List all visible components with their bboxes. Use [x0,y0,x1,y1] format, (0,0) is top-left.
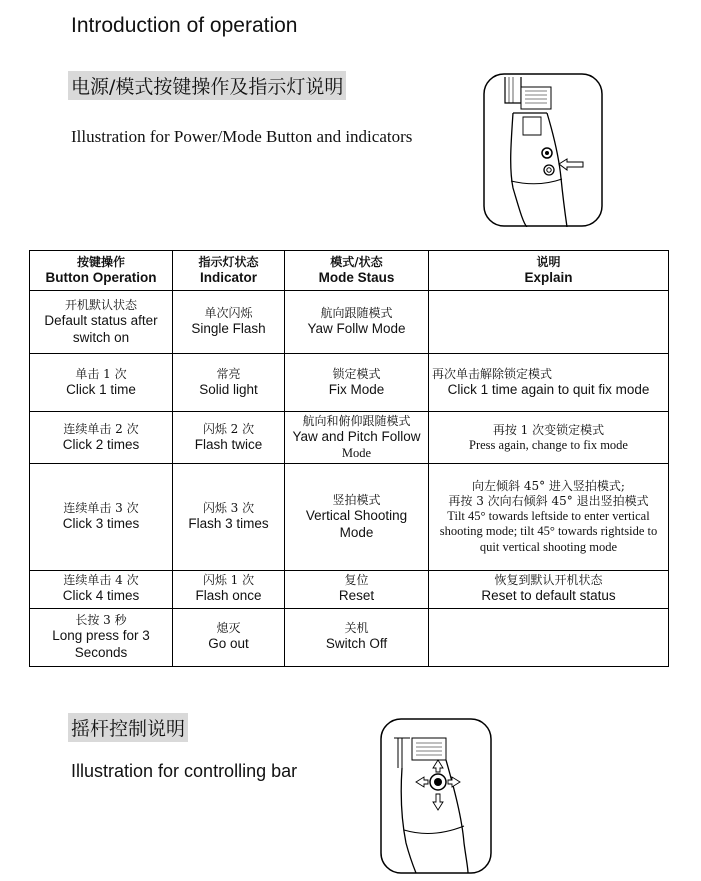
header-en: Mode Staus [318,269,395,285]
cell-zh-continued: 再按 3 次向右倾斜 45° 退出竖拍模式 [448,493,649,508]
page-title: Introduction of operation [71,14,298,37]
cell-en: Default status after switch on [44,312,158,345]
cell-en: Click 3 times [62,516,140,532]
section2-heading-en: Illustration for controlling bar [71,761,298,781]
cell-zh: 连续单击 4 次 [63,573,139,588]
table-row [30,608,669,666]
cell-en: Click 1 time [66,381,136,397]
cell-en: Vertical Shooting Mode [305,507,408,540]
cell-zh: 航向和俯仰跟随模式 [302,414,411,429]
cell-en: Flash once [195,588,262,604]
mode-cell [285,608,429,666]
button-operation-cell [30,608,173,666]
indicator-cell [173,608,285,666]
cell-zh: 长按 3 秒 [75,613,127,628]
cell-zh: 复位 [344,573,369,588]
gimbal-handle-button-illustration-icon [483,73,603,227]
indicator-cell [173,464,285,570]
cell-zh: 熄灭 [216,621,241,636]
button-operation-cell [30,412,173,464]
cell-en: Flash twice [194,436,263,452]
cell-zh: 关机 [344,621,369,636]
indicator-cell [173,291,285,354]
indicator-cell [173,570,285,608]
cell-en: Switch Off [325,636,388,652]
cell-zh: 闪烁 1 次 [202,573,255,588]
cell-en: Reset to default status [481,588,616,604]
button-operation-cell [30,354,173,412]
cell-zh: 恢复到默认开机状态 [494,573,603,588]
indicator-cell [173,412,285,464]
table-header-cell [30,251,173,291]
cell-zh: 航向跟随模式 [320,306,393,321]
cell-zh: 再按 1 次变锁定模式 [492,422,605,437]
section1-heading-zh: 电源/模式按键操作及指示灯说明 [68,71,346,100]
table-row [30,291,669,354]
explain-cell [429,608,669,666]
button-operation-cell [30,570,173,608]
header-en: Explain [524,269,573,285]
cell-en: Click 1 time again to quit fix mode [447,381,650,397]
section2-heading-zh: 摇杆控制说明 [68,713,188,742]
explain-cell [429,464,669,570]
table-header-row [30,251,669,291]
cell-en: Go out [208,636,249,652]
cell-en: Yaw Follw Mode [307,321,406,337]
cell-en: Tilt 45° towards leftside to enter vertical shooting mode; tilt 45° towards rightside to quit vertical shooting mode [439,508,658,554]
header-zh: 模式/状态 [330,254,383,269]
table-row [30,570,669,608]
header-en: Indicator [199,269,257,285]
table-row [30,412,669,464]
table-header-cell [285,251,429,291]
cell-en: Flash 3 times [188,516,269,532]
cell-zh: 连续单击 2 次 [63,421,139,436]
cell-en-continued: Mode [341,446,372,461]
gimbal-joystick-illustration-icon [380,718,492,874]
cell-zh: 单击 1 次 [75,366,127,381]
mode-cell [285,570,429,608]
indicator-cell [173,354,285,412]
cell-en: Yaw and Pitch Follow [292,429,421,445]
table-header-cell [173,251,285,291]
cell-zh: 开机默认状态 [64,297,137,312]
operation-table [29,250,669,667]
cell-zh: 再次单击解除锁定模式 [432,366,553,381]
cell-zh: 单次闪烁 [204,306,253,321]
button-operation-cell [30,464,173,570]
header-zh: 按键操作 [76,254,125,269]
cell-en: Click 4 times [62,588,140,604]
cell-zh: 向左倾斜 45° 进入竖拍模式; [472,478,625,493]
explain-cell [429,412,669,464]
cell-en: Long press for 3 Seconds [52,628,150,660]
cell-en: Solid light [199,381,258,397]
mode-cell [285,291,429,354]
header-zh: 指示灯状态 [198,254,259,269]
mode-cell [285,354,429,412]
cell-en: Press again, change to fix mode [469,437,628,452]
cell-en: Click 2 times [62,436,140,452]
explain-cell [429,570,669,608]
cell-zh: 竖拍模式 [332,492,381,507]
table-row [30,464,669,570]
cell-zh: 常亮 [216,366,241,381]
table-header-cell [429,251,669,291]
section1-heading-en: Illustration for Power/Mode Button and indicators [71,127,413,146]
header-en: Button Operation [45,269,157,285]
cell-zh: 闪烁 3 次 [202,501,255,516]
cell-en: Fix Mode [328,381,385,397]
mode-cell [285,412,429,464]
cell-zh: 锁定模式 [332,366,381,381]
button-operation-cell [30,291,173,354]
cell-en: Single Flash [191,321,266,337]
header-zh: 说明 [536,254,561,269]
cell-zh: 闪烁 2 次 [202,421,255,436]
table-row [30,354,669,412]
cell-en: Reset [338,588,375,604]
explain-cell [429,291,669,354]
cell-zh: 连续单击 3 次 [63,501,139,516]
explain-cell [429,354,669,412]
mode-cell [285,464,429,570]
